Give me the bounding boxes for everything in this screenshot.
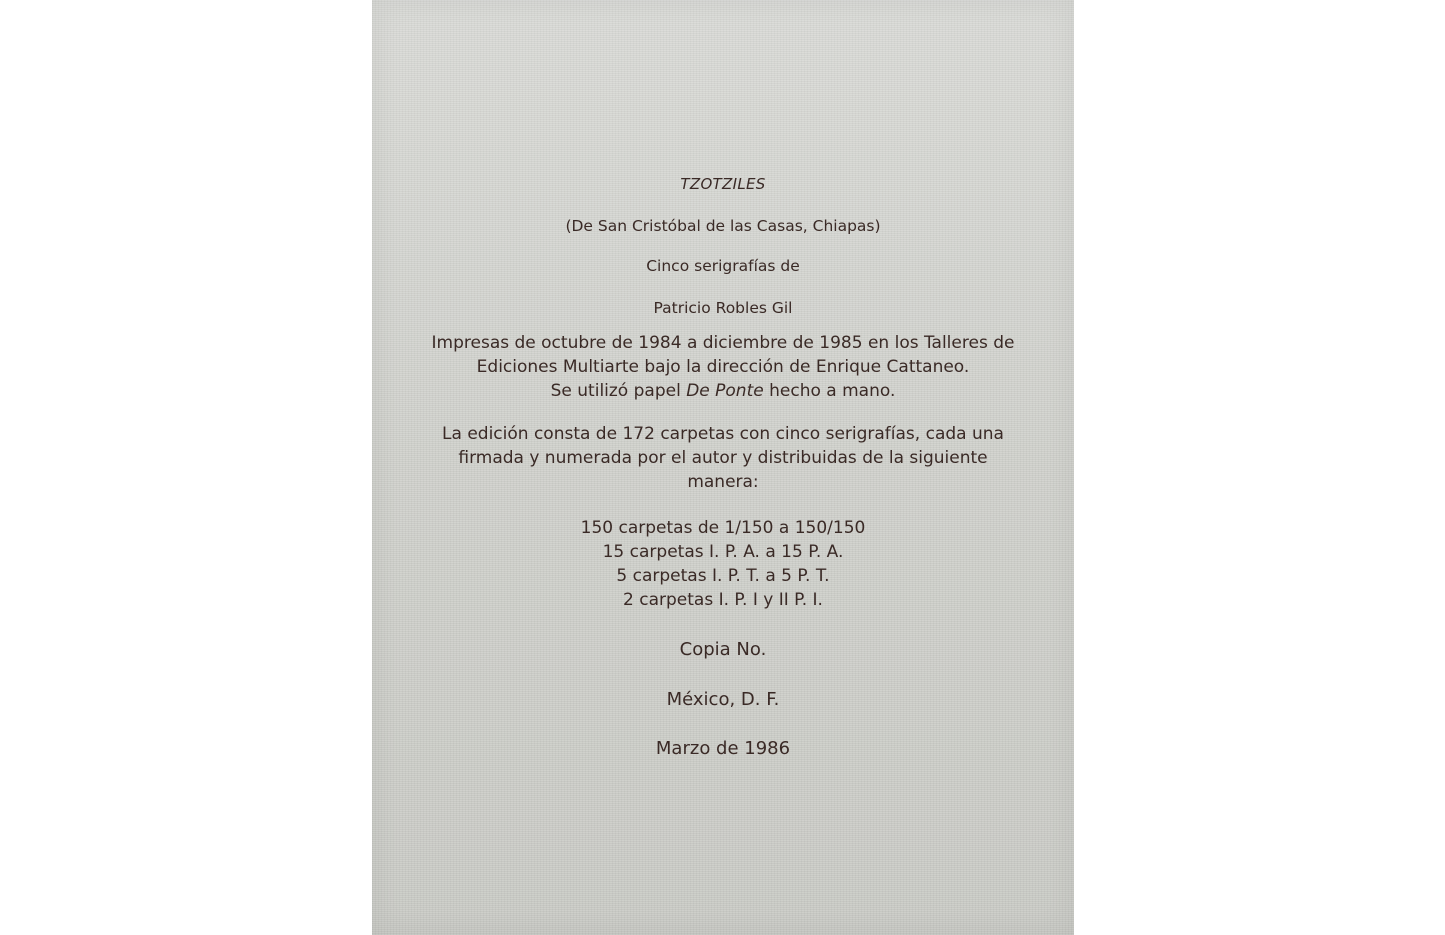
printing-line-1: Impresas de octubre de 1984 a diciembre de 1985 en los Talleres de bbox=[431, 333, 1015, 353]
distribution-item: 150 carpetas de 1/150 a 150/150 bbox=[580, 518, 866, 538]
subtitle: (De San Cristóbal de las Casas, Chiapas) bbox=[565, 217, 881, 235]
printing-line-2: Ediciones Multiarte bajo la dirección de Enrique Cattaneo. bbox=[476, 357, 970, 377]
edition-line-1: La edición consta de 172 carpetas con cinco serigrafías, cada una bbox=[442, 424, 1004, 444]
paper-text-after: hecho a mano. bbox=[763, 381, 896, 401]
artist-name: Patricio Robles Gil bbox=[653, 299, 793, 317]
distribution-item: 2 carpetas I. P. I y II P. I. bbox=[623, 590, 823, 610]
book-title: TZOTZILES bbox=[680, 175, 766, 193]
printing-line-3 bbox=[372, 379, 1074, 403]
intro-text: Cinco serigrafías de bbox=[646, 257, 800, 275]
colophon-page bbox=[372, 0, 1074, 935]
place: México, D. F. bbox=[666, 689, 780, 710]
distribution-item: 15 carpetas I. P. A. a 15 P. A. bbox=[602, 542, 844, 562]
edition-line-3: manera: bbox=[687, 472, 759, 492]
edition-line-2: firmada y numerada por el autor y distribuidas de la siguiente bbox=[458, 448, 988, 468]
paper-name: De Ponte bbox=[686, 381, 764, 401]
paper-text-before: Se utilizó papel bbox=[550, 381, 687, 401]
copy-number-label: Copia No. bbox=[679, 639, 767, 660]
date: Marzo de 1986 bbox=[655, 738, 791, 759]
distribution-item: 5 carpetas I. P. T. a 5 P. T. bbox=[616, 566, 830, 586]
